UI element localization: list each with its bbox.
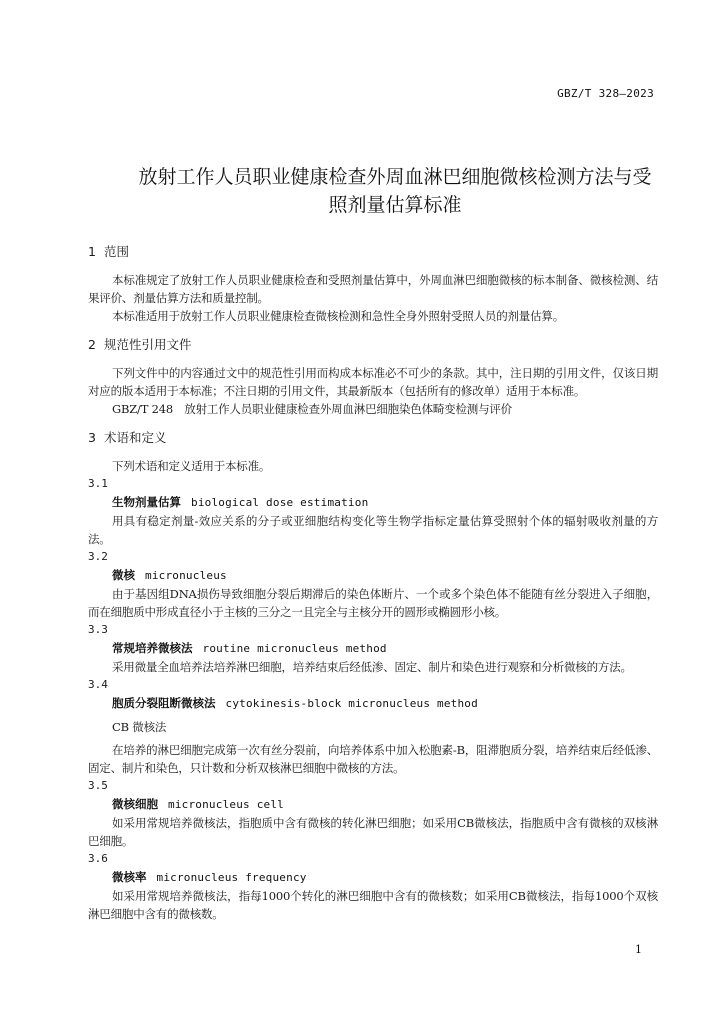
term-en: micronucleus	[145, 569, 227, 582]
term-en: micronucleus cell	[168, 798, 284, 811]
title-line-2: 照剂量估算标准	[328, 194, 462, 216]
section-title: 规范性引用文件	[104, 337, 192, 352]
term-en: routine micronucleus method	[202, 642, 387, 655]
section-3-intro: 下列术语和定义适用于本标准。	[112, 459, 271, 473]
term-name	[88, 639, 658, 658]
term-definition: 采用微量全血培养法培养淋巴细胞，培养结束后经低渗、固定、制片和染色进行观察和分析微核的方法。	[112, 660, 632, 674]
term-name	[88, 694, 658, 713]
section-2-para-1: 下列文件中的内容通过文中的规范性引用而构成本标准必不可少的条款。其中，注日期的引用文件，仅该日期对应的版本适用于本标准；不注日期的引用文件，其最新版本（包括所有的修改单）适用于本标准。	[88, 366, 658, 398]
page-number: 1	[635, 943, 642, 956]
section-number: 2	[88, 337, 96, 352]
term-number: 3.5	[88, 779, 108, 792]
term-zh: 生物剂量估算	[112, 495, 181, 509]
term-definition: 如采用常规培养微核法，指每1000个转化的淋巴细胞中含有的微核数；如采用CB微核法，指每1000个双核淋巴细胞中含有的微核数。	[88, 889, 658, 921]
section-number: 3	[88, 430, 96, 445]
term-definition: 由于基因组DNA损伤导致细胞分裂后期滞后的染色体断片、一个或多个染色体不能随有丝分裂进入子细胞，而在细胞质中形成直径小于主核的三分之一且完全与主核分开的圆形或椭圆形小核。	[88, 587, 658, 619]
term-number: 3.3	[88, 623, 108, 636]
section-title: 范围	[104, 244, 130, 259]
document-body	[88, 243, 658, 923]
section-number: 1	[88, 244, 96, 259]
term-number: 3.2	[88, 550, 108, 563]
term-name	[88, 795, 658, 814]
title-line-1: 放射工作人员职业健康检查外周血淋巴细胞微核检测方法与受	[138, 166, 652, 188]
term-zh: 常规培养微核法	[112, 641, 193, 655]
term-name	[88, 868, 658, 887]
section-1-para-1: 本标准规定了放射工作人员职业健康检查和受照剂量估算中，外周血淋巴细胞微核的标本制备、微核检测、结果评价、剂量估算方法和质量控制。	[88, 273, 658, 305]
term-name	[88, 493, 658, 512]
term-number: 3.1	[88, 477, 108, 490]
term-zh: 微核率	[112, 870, 147, 884]
term-zh: 胞质分裂阻断微核法	[112, 696, 216, 710]
term-number: 3.4	[88, 678, 108, 691]
term-zh: 微核细胞	[112, 797, 158, 811]
section-1-heading	[88, 243, 658, 261]
term-en: biological dose estimation	[191, 496, 369, 509]
document-code: GBZ/T 328—2023	[557, 87, 654, 100]
section-title: 术语和定义	[104, 430, 167, 445]
term-definition: 如采用常规培养微核法，指胞质中含有微核的转化淋巴细胞；如采用CB微核法，指胞质中含有微核的双核淋巴细胞。	[88, 816, 658, 848]
term-number: 3.6	[88, 852, 108, 865]
normative-reference: GBZ/T 248 放射工作人员职业健康检查外周血淋巴细胞染色体畸变检测与评价	[112, 402, 512, 416]
section-2-heading	[88, 336, 658, 354]
term-definition: 在培养的淋巴细胞完成第一次有丝分裂前，向培养体系中加入松胞素-B，阻滞胞质分裂，培养结束后经低渗、固定、制片和染色，只计数和分析双核淋巴细胞中微核的方法。	[88, 743, 658, 775]
section-3-heading	[88, 429, 658, 447]
term-zh: 微核	[112, 568, 135, 582]
term-en: cytokinesis-block micronucleus method	[225, 697, 478, 710]
term-en: micronucleus frequency	[156, 871, 307, 884]
term-name	[88, 566, 658, 585]
term-alias: CB 微核法	[112, 720, 167, 734]
section-1-para-2: 本标准适用于放射工作人员职业健康检查微核检测和急性全身外照射受照人员的剂量估算。	[112, 309, 564, 323]
term-definition: 用具有稳定剂量-效应关系的分子或亚细胞结构变化等生物学指标定量估算受照射个体的辐射吸收剂量的方法。	[88, 514, 658, 546]
document-title	[100, 163, 690, 219]
